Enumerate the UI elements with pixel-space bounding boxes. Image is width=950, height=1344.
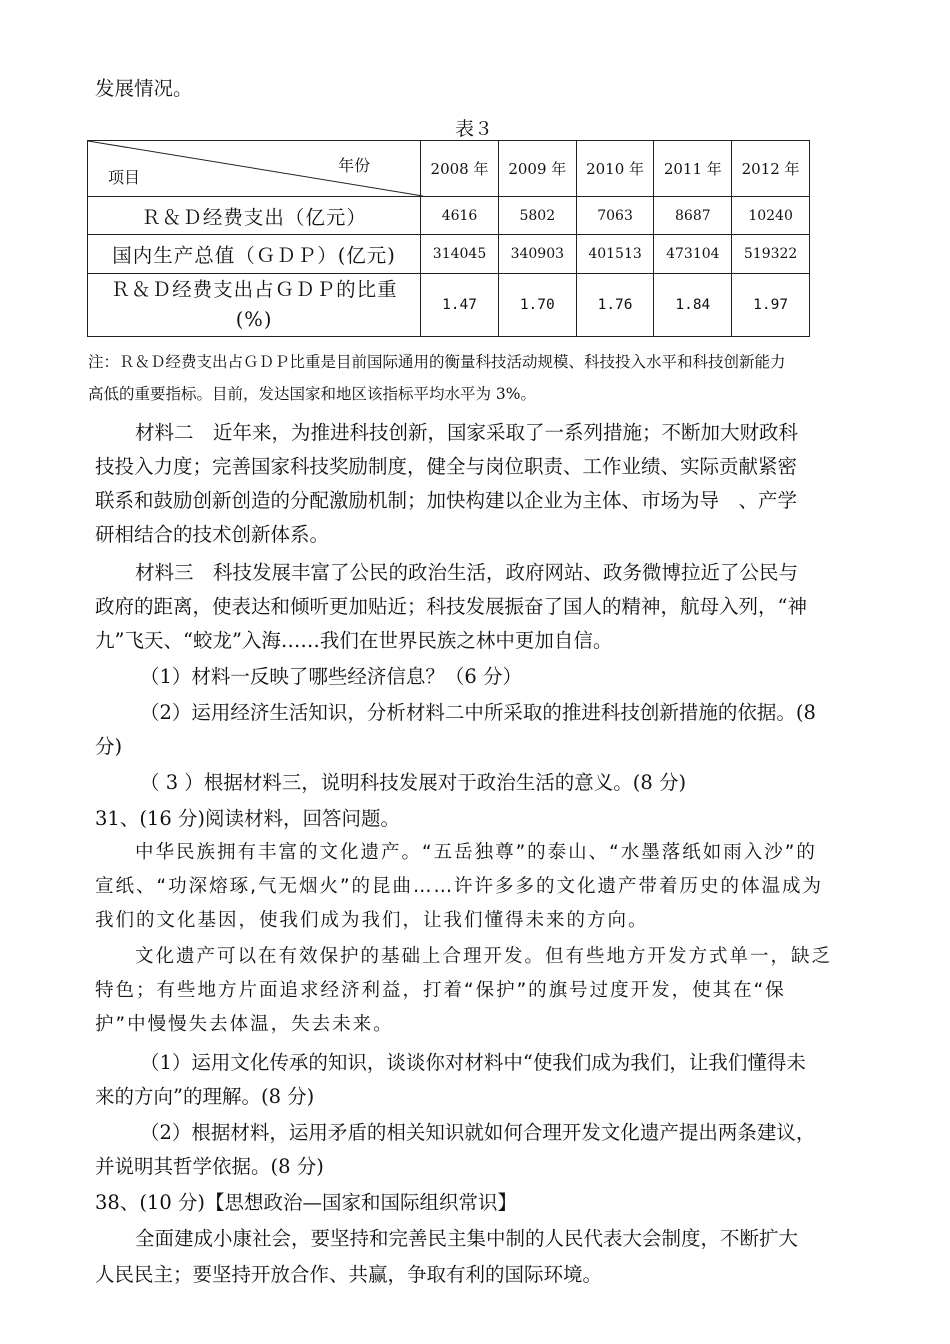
- row-label: 国内生产总值（ＧＤＰ）(亿元): [88, 235, 421, 274]
- table-cell: 1.76: [576, 274, 654, 337]
- table-cell: 401513: [576, 235, 654, 274]
- q31-material-line: 特色；有些地方片面追求经济利益，打着“保护”的旗号过度开发，使其在“保: [95, 980, 786, 1001]
- question-30-1: （1）材料一反映了哪些经济信息？（6 分）: [140, 665, 523, 688]
- question-31-1-cont: 来的方向”的理解。(8 分): [95, 1085, 315, 1108]
- question-30-2-cont: 分): [95, 735, 123, 758]
- table-row: [88, 274, 810, 337]
- q31-material-line: 护”中慢慢失去体温，失去未来。: [95, 1014, 394, 1035]
- table-row: [88, 235, 810, 274]
- question-30-3: （ 3 ）根据材料三，说明科技发展对于政治生活的意义。(8 分): [140, 771, 687, 794]
- year-header: 2011 年: [654, 141, 732, 197]
- table-cell: 473104: [654, 235, 732, 274]
- table-cell: 1.97: [732, 274, 810, 337]
- table-cell: 314045: [421, 235, 499, 274]
- year-header: 2012 年: [732, 141, 810, 197]
- question-31-2: （2）根据材料，运用矛盾的相关知识就如何合理开发文化遗产提出两条建议，: [140, 1121, 816, 1144]
- table-cell: 1.70: [498, 274, 576, 337]
- table-cell: 1.84: [654, 274, 732, 337]
- year-header: 2008 年: [421, 141, 499, 197]
- material-two-line: 研相结合的技术创新体系。: [95, 523, 330, 546]
- year-header: 2009 年: [498, 141, 576, 197]
- row-label-line: (%): [235, 308, 273, 331]
- question-31-2-cont: 并说明其哲学依据。(8 分): [95, 1155, 324, 1178]
- table-cell: 5802: [498, 197, 576, 235]
- question-31-1: （1）运用文化传承的知识，谈谈你对材料中“使我们成为我们，让我们懂得未: [140, 1051, 806, 1074]
- question-31-title: 31、(16 分)阅读材料，回答问题。: [95, 807, 401, 830]
- q31-material-line: 中华民族拥有丰富的文化遗产。“五岳独尊”的泰山、“水墨落纸如雨入沙”的: [135, 842, 817, 863]
- year-header: 2010 年: [576, 141, 654, 197]
- question-30-2: （2）运用经济生活知识，分析材料二中所采取的推进科技创新措施的依据。(8: [140, 701, 816, 724]
- table-cell: 1.47: [421, 274, 499, 337]
- material-three-line: 九”飞天、“蛟龙”入海……我们在世界民族之林中更加自信。: [95, 629, 613, 652]
- table-cell: 8687: [654, 197, 732, 235]
- q31-material-line: 我们的文化基因，使我们成为我们，让我们懂得未来的方向。: [95, 910, 649, 931]
- table-note-line: 注：Ｒ＆Ｄ经费支出占ＧＤＰ比重是目前国际通用的衡量科技活动规模、科技投入水平和科技创新能力: [88, 353, 786, 371]
- q31-material-line: 宣纸、“功深熔琢,气无烟火”的昆曲……许许多多的文化遗产带着历史的体温成为: [95, 876, 824, 897]
- intro-fragment: 发展情况。: [95, 77, 193, 100]
- row-label: Ｒ＆Ｄ经费支出（亿元）: [88, 197, 421, 235]
- header-year-label: 年份: [338, 156, 371, 175]
- rd-data-table: [87, 140, 810, 337]
- table-caption: 表３: [455, 118, 494, 140]
- table-note-line: 高低的重要指标。目前，发达国家和地区该指标平均水平为 3%。: [88, 385, 537, 403]
- table-header-row: [88, 141, 810, 197]
- material-two-line: 材料二 近年来，为推进科技创新，国家采取了一系列措施；不断加大财政科: [135, 421, 799, 444]
- table-cell: 519322: [732, 235, 810, 274]
- table-cell: 7063: [576, 197, 654, 235]
- material-two-line: 联系和鼓励创新创造的分配激励机制；加快构建以企业为主体、市场为导 、产学: [95, 489, 798, 512]
- table-row: [88, 197, 810, 235]
- question-38-title: 38、(10 分)【思想政治—国家和国际组织常识】: [95, 1191, 518, 1214]
- table-cell: 4616: [421, 197, 499, 235]
- q38-material-line: 人民民主；要坚持开放合作、共赢，争取有利的国际环境。: [95, 1263, 603, 1286]
- table-cell: 340903: [498, 235, 576, 274]
- row-label-line: Ｒ＆Ｄ经费支出占ＧＤＰ的比重: [110, 278, 398, 301]
- material-three-line: 材料三 科技发展丰富了公民的政治生活，政府网站、政务微博拉近了公民与: [135, 561, 799, 584]
- material-two-line: 技投入力度；完善国家科技奖励制度，健全与岗位职责、工作业绩、实际贡献紧密: [95, 455, 798, 478]
- table-cell: 10240: [732, 197, 810, 235]
- header-item-label: 项目: [108, 168, 141, 187]
- material-three-line: 政府的距离，使表达和倾听更加贴近；科技发展振奋了国人的精神，航母入列，“神: [95, 595, 807, 618]
- q38-material-line: 全面建成小康社会，要坚持和完善民主集中制的人民代表大会制度，不断扩大: [135, 1227, 799, 1250]
- row-label: [88, 274, 421, 337]
- q31-material-line: 文化遗产可以在有效保护的基础上合理开发。但有些地方开发方式单一，缺乏: [135, 946, 833, 967]
- table-corner-header: [88, 141, 421, 197]
